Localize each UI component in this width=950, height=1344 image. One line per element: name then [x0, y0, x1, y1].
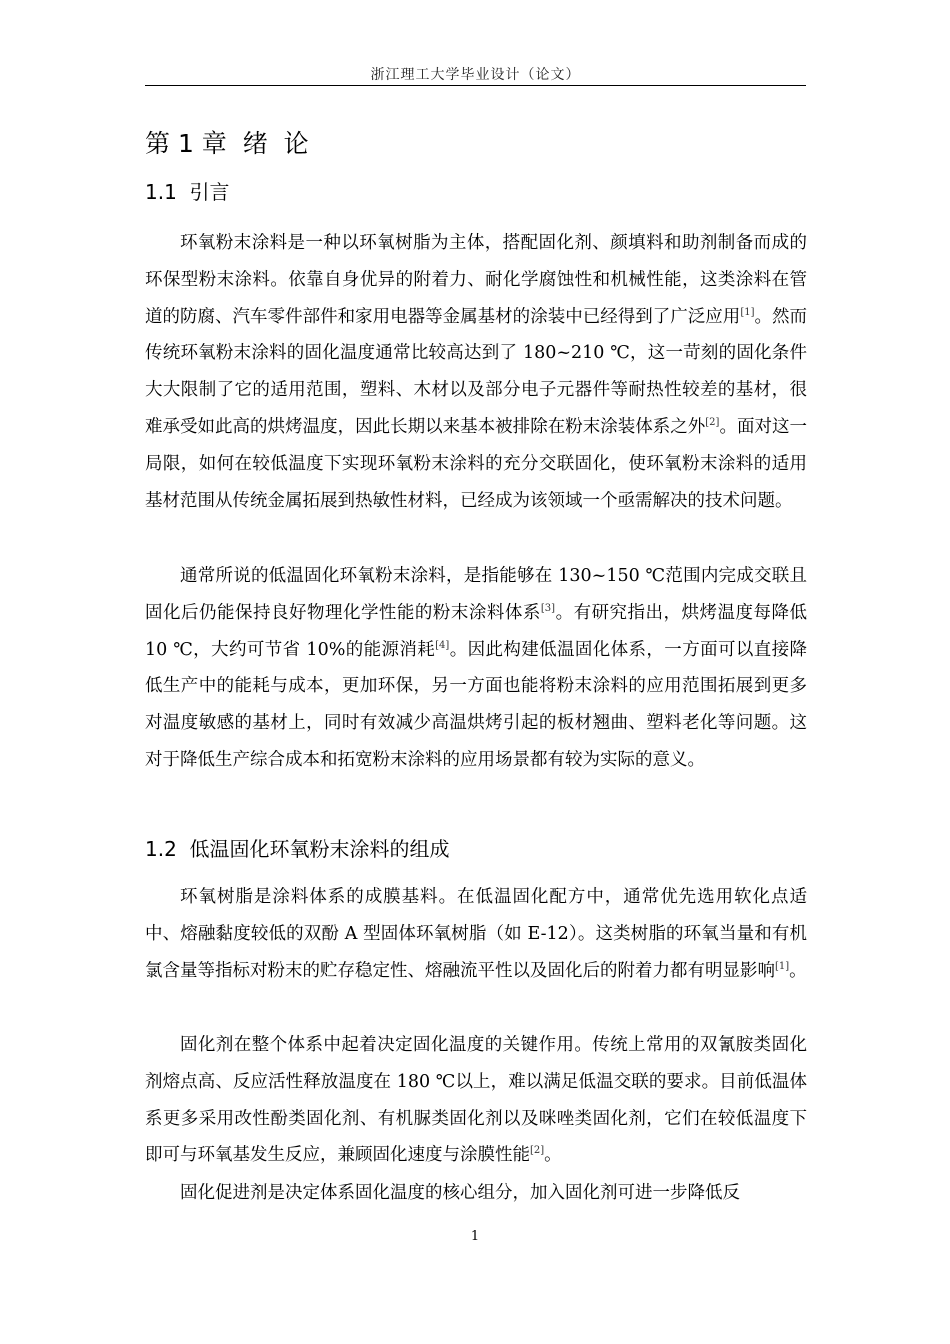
- paragraph-text: 。然而传统环氧粉末涂料的固化温度通常比较高达到了 180~210 ℃，这一苛刻的固化条件大大限制了它的适用范围，塑料、木材以及部分电子元器件等耐热性较差的基材，很难承受如此高的烘烤温度，因此长期以来基本被排除在粉末涂装体系之外: [145, 306, 808, 437]
- header-rule: [145, 85, 806, 86]
- paragraph-curing-agent: [145, 1027, 807, 1174]
- paragraph-text: 固化促进剂是决定体系固化温度的核心组分，加入固化剂可进一步降低反: [180, 1183, 740, 1203]
- running-header: 浙江理工大学毕业设计（论文）: [370, 67, 581, 83]
- paragraph-text: 固化剂在整个体系中起着决定固化温度的关键作用。传统上常用的双氰胺类固化剂熔点高、反应活性释放温度在 180 ℃以上，难以满足低温交联的要求。目前低温体系更多采用改性酚类固化剂、有机脲类固化剂以及咪唑类固化剂，它们在较低温度下即可与环氧基发生反应，兼顾固化速度与涂膜性能: [145, 1035, 807, 1166]
- paragraph-epoxy-resin: [145, 879, 807, 989]
- paragraph-text: 。面对这一局限，如何在较低温度下实现环氧粉末涂料的充分交联固化，使环氧粉末涂料的适用基材范围从传统金属拓展到热敏性材料，已经成为该领域一个亟需解决的技术问题。: [145, 416, 807, 511]
- paragraph-intro-2: [145, 558, 807, 779]
- section-heading-1-1: [145, 176, 230, 205]
- section-heading-1-2: [145, 833, 450, 862]
- page-number: 1: [470, 1229, 480, 1244]
- citation-ref: [4]: [435, 639, 450, 651]
- paragraph-text: 。有研究指出，烘烤温度每降低 10 ℃，大约可节省 10%的能源消耗: [145, 602, 808, 660]
- paragraph-text: 。: [544, 1145, 562, 1166]
- chapter-title: 第 1 章 绪 论: [145, 129, 309, 158]
- citation-ref: [2]: [530, 1145, 545, 1157]
- citation-ref: [1]: [740, 306, 755, 318]
- citation-ref: [1]: [775, 960, 790, 972]
- citation-ref: [3]: [540, 602, 556, 614]
- paragraph-accelerator: [145, 1175, 807, 1212]
- paragraph-intro-1: [145, 225, 807, 519]
- section-title: 低温固化环氧粉末涂料的组成: [189, 837, 450, 861]
- paragraph-text: 。: [789, 960, 807, 981]
- section-number: 1.1: [145, 180, 177, 204]
- paragraph-text: 通常所说的低温固化环氧粉末涂料，是指能够在 130~150 ℃范围内完成交联且固化后仍能保持良好物理化学性能的粉末涂料体系: [145, 566, 807, 623]
- paragraph-text: 。因此构建低温固化体系，一方面可以直接降低生产中的能耗与成本，更加环保，另一方面也能将粉末涂料的应用范围拓展到更多对温度敏感的基材上，同时有效减少高温烘烤引起的板材翘曲、塑料老化等问题。这对于降低生产综合成本和拓宽粉末涂料的应用场景都有较为实际的意义。: [145, 639, 807, 770]
- section-title: 引言: [189, 180, 230, 204]
- section-number: 1.2: [145, 837, 177, 861]
- paragraph-text: 环氧树脂是涂料体系的成膜基料。在低温固化配方中，通常优先选用软化点适中、熔融黏度较低的双酚 A 型固体环氧树脂（如 E-12）。这类树脂的环氧当量和有机氯含量等指标对粉末的贮存稳定性、熔融流平性以及固化后的附着力都有明显影响: [145, 887, 807, 981]
- citation-ref: [2]: [705, 416, 720, 428]
- paragraph-text: 环氧粉末涂料是一种以环氧树脂为主体，搭配固化剂、颜填料和助剂制备而成的环保型粉末涂料。依靠自身优异的附着力、耐化学腐蚀性和机械性能，这类涂料在管道的防腐、汽车零件部件和家用电器等金属基材的涂装中已经得到了广泛应用: [145, 233, 807, 327]
